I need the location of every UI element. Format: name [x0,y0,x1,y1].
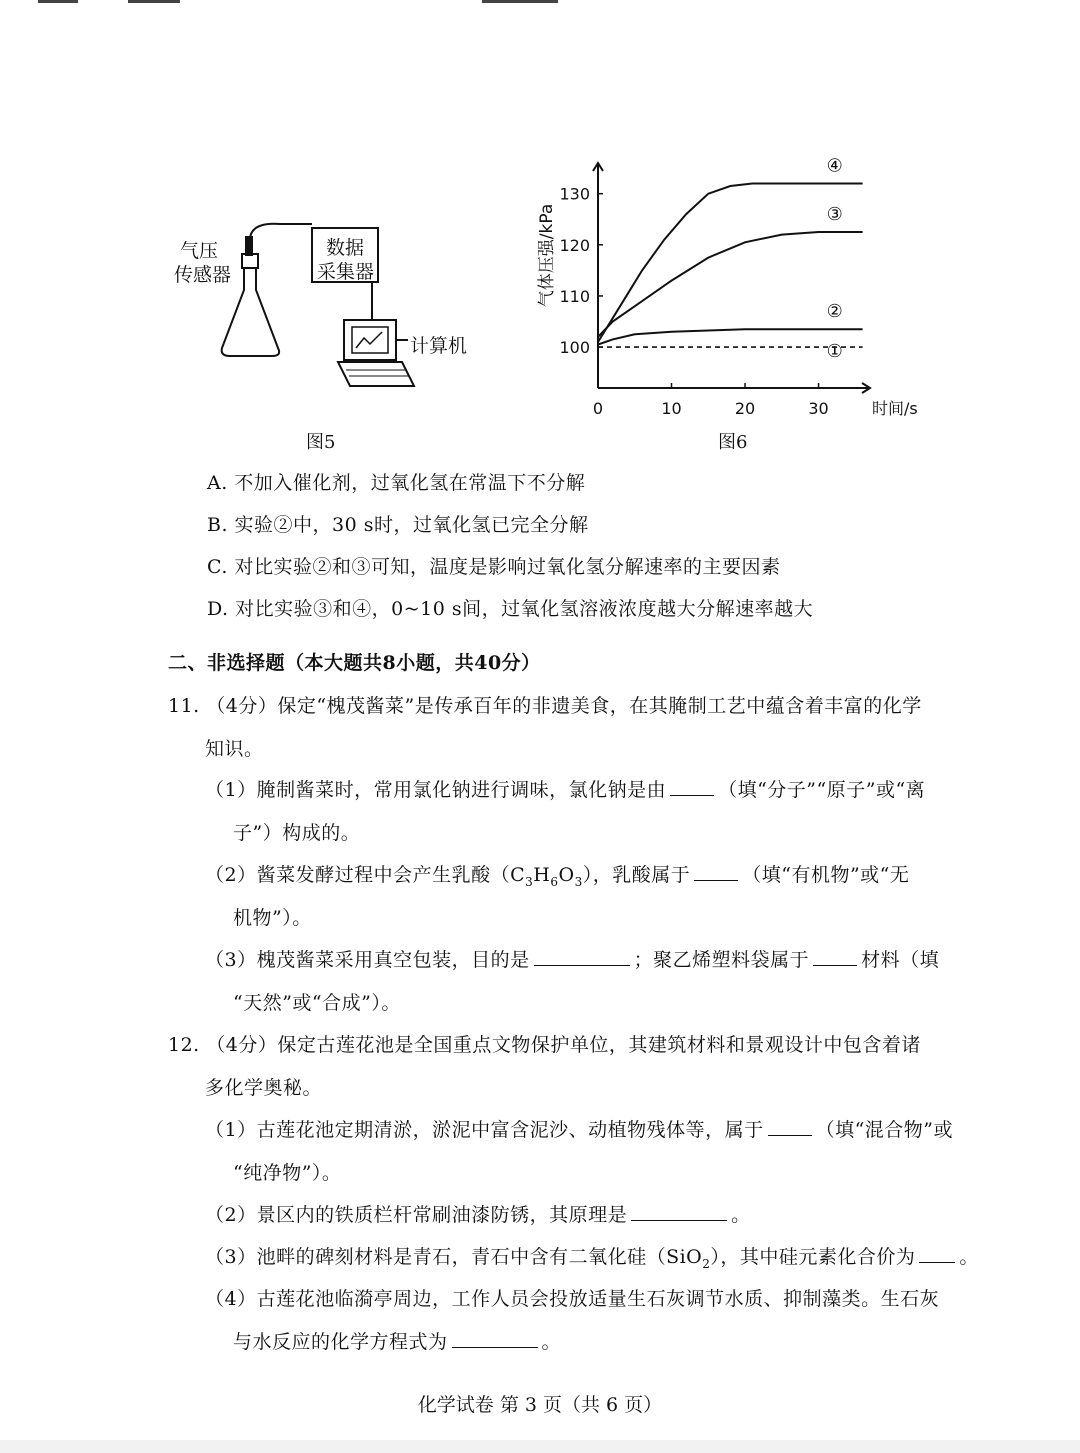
answer-blank[interactable] [452,1329,538,1348]
scan-shadow [0,1440,1080,1453]
series-line [598,184,863,343]
q11-p3-text-a: （3）槐茂酱菜采用真空包装，目的是 [205,949,530,971]
q11-p1-text-c: 子”）构成的。 [233,822,361,844]
q11-part-3 [205,945,939,972]
figure-5 [160,200,500,400]
y-tick-label: 100 [559,338,590,358]
q11-p2-text-d: 机物”）。 [233,907,312,929]
q11-part-1 [205,775,925,802]
x-tick-label: 10 [661,399,682,418]
series-label: ④ [826,155,843,177]
computer-label: 计算机 [410,335,468,357]
answer-blank[interactable] [813,947,857,966]
collector-label-2: 采集器 [317,261,375,283]
y-tick-label: 110 [559,286,590,306]
page-footer: 化学试卷 第 3 页（共 6 页） [417,1394,663,1416]
figure-6-caption: 图6 [718,432,748,453]
x-axis-label: 时间/s [872,399,918,418]
option-b: B. 实验②中，30 s时，过氧化氢已完全分解 [207,514,589,536]
q12-part-4-cont [233,1327,561,1354]
section-heading: 二、非选择题（本大题共8小题，共40分） [168,652,541,674]
q12-p2-text-a: （2）景区内的铁质栏杆常刷油漆防锈，其原理是 [205,1204,628,1226]
sensor-label-1: 气压 [180,240,219,262]
q12-p3-text-b: ），其中硅元素化合价为 [710,1246,916,1268]
q11-p3-text-d: “天然”或“合成”）。 [233,992,401,1014]
option-a: A. 不加入催化剂，过氧化氢在常温下不分解 [207,472,586,494]
answer-blank[interactable] [670,777,714,796]
figure-6 [530,155,920,425]
subscript: 2 [702,1256,711,1271]
x-tick-label: 20 [734,399,756,418]
q12-p4-text-c: 。 [541,1331,562,1353]
series-line [598,232,863,337]
series-label: ② [826,301,843,323]
q11-p3-text-c: 材料（填 [861,949,940,971]
q12-stem-2: 多化学奥秘。 [205,1077,323,1099]
q11-p3-text-b: ；聚乙烯塑料袋属于 [633,949,810,971]
q12-stem-1: 12. （4分）保定古莲花池是全国重点文物保护单位，其建筑材料和景观设计中包含着诸 [168,1034,921,1056]
q12-p3-text-c: 。 [959,1246,979,1268]
pressure-chart [530,155,920,425]
q12-p3-text-a: （3）池畔的碑刻材料是青石，青石中含有二氧化硅（SiO [205,1246,703,1268]
q12-p1-text-a: （1）古莲花池定期清淤，淤泥中富含泥沙、动植物残体等，属于 [205,1119,764,1141]
scan-mark [482,0,558,3]
formula-o: O [558,864,575,886]
x-tick-label: 30 [808,399,829,418]
y-axis-label: 气体压强/kPa [537,203,557,308]
subscript: 6 [550,874,559,889]
answer-blank[interactable] [919,1244,955,1263]
answer-blank[interactable] [631,1202,727,1221]
q12-p1-text-c: “纯净物”）。 [233,1162,342,1184]
series-line [598,329,863,344]
sensor-label-2: 传感器 [174,264,232,286]
answer-blank[interactable] [534,947,630,966]
series-label: ③ [826,204,843,226]
series-label: ① [826,341,843,363]
y-tick-label: 130 [559,184,590,204]
subscript: 3 [574,874,583,889]
scan-mark [128,0,180,3]
q12-p2-text-b: 。 [731,1204,751,1226]
q11-p2-text-c: （填“有机物”或“无 [742,864,910,886]
answer-blank[interactable] [768,1117,812,1136]
q12-part-3 [205,1242,979,1271]
option-c: C. 对比实验②和③可知，温度是影响过氧化氢分解速率的主要因素 [207,556,781,578]
q11-stem-1: 11. （4分）保定“槐茂酱菜”是传承百年的非遗美食，在其腌制工艺中蕴含着丰富的化学 [168,695,922,717]
answer-blank[interactable] [694,862,738,881]
apparatus-diagram [160,200,500,400]
q12-p4-text-b: 与水反应的化学方程式为 [233,1331,448,1353]
q11-stem-2: 知识。 [205,738,264,760]
q11-p2-text-a: （2）酱菜发酵过程中会产生乳酸（C [205,864,526,886]
q11-p1-text-a: （1）腌制酱菜时，常用氯化钠进行调味，氯化钠是由 [205,779,667,801]
q12-p1-text-b: （填“混合物”或 [815,1119,954,1141]
q12-part-1 [205,1115,953,1142]
q12-part-2 [205,1200,751,1227]
x-tick-label: 0 [592,399,604,418]
collector-label-1: 数据 [326,237,365,259]
y-tick-label: 120 [559,235,590,255]
option-d: D. 对比实验③和④，0~10 s间，过氧化氢溶液浓度越大分解速率越大 [207,598,814,620]
q11-p1-text-b: （填“分子”“原子”或“离 [718,779,926,801]
formula-h: H [533,864,551,886]
scan-mark [38,0,78,3]
q11-part-2 [205,860,909,889]
figure-5-caption: 图5 [306,432,336,453]
q11-p2-text-b: ），乳酸属于 [582,864,691,886]
q12-part-4: （4）古莲花池临漪亭周边，工作人员会投放适量生石灰调节水质、抑制藻类。生石灰 [205,1288,940,1310]
subscript: 3 [525,874,534,889]
